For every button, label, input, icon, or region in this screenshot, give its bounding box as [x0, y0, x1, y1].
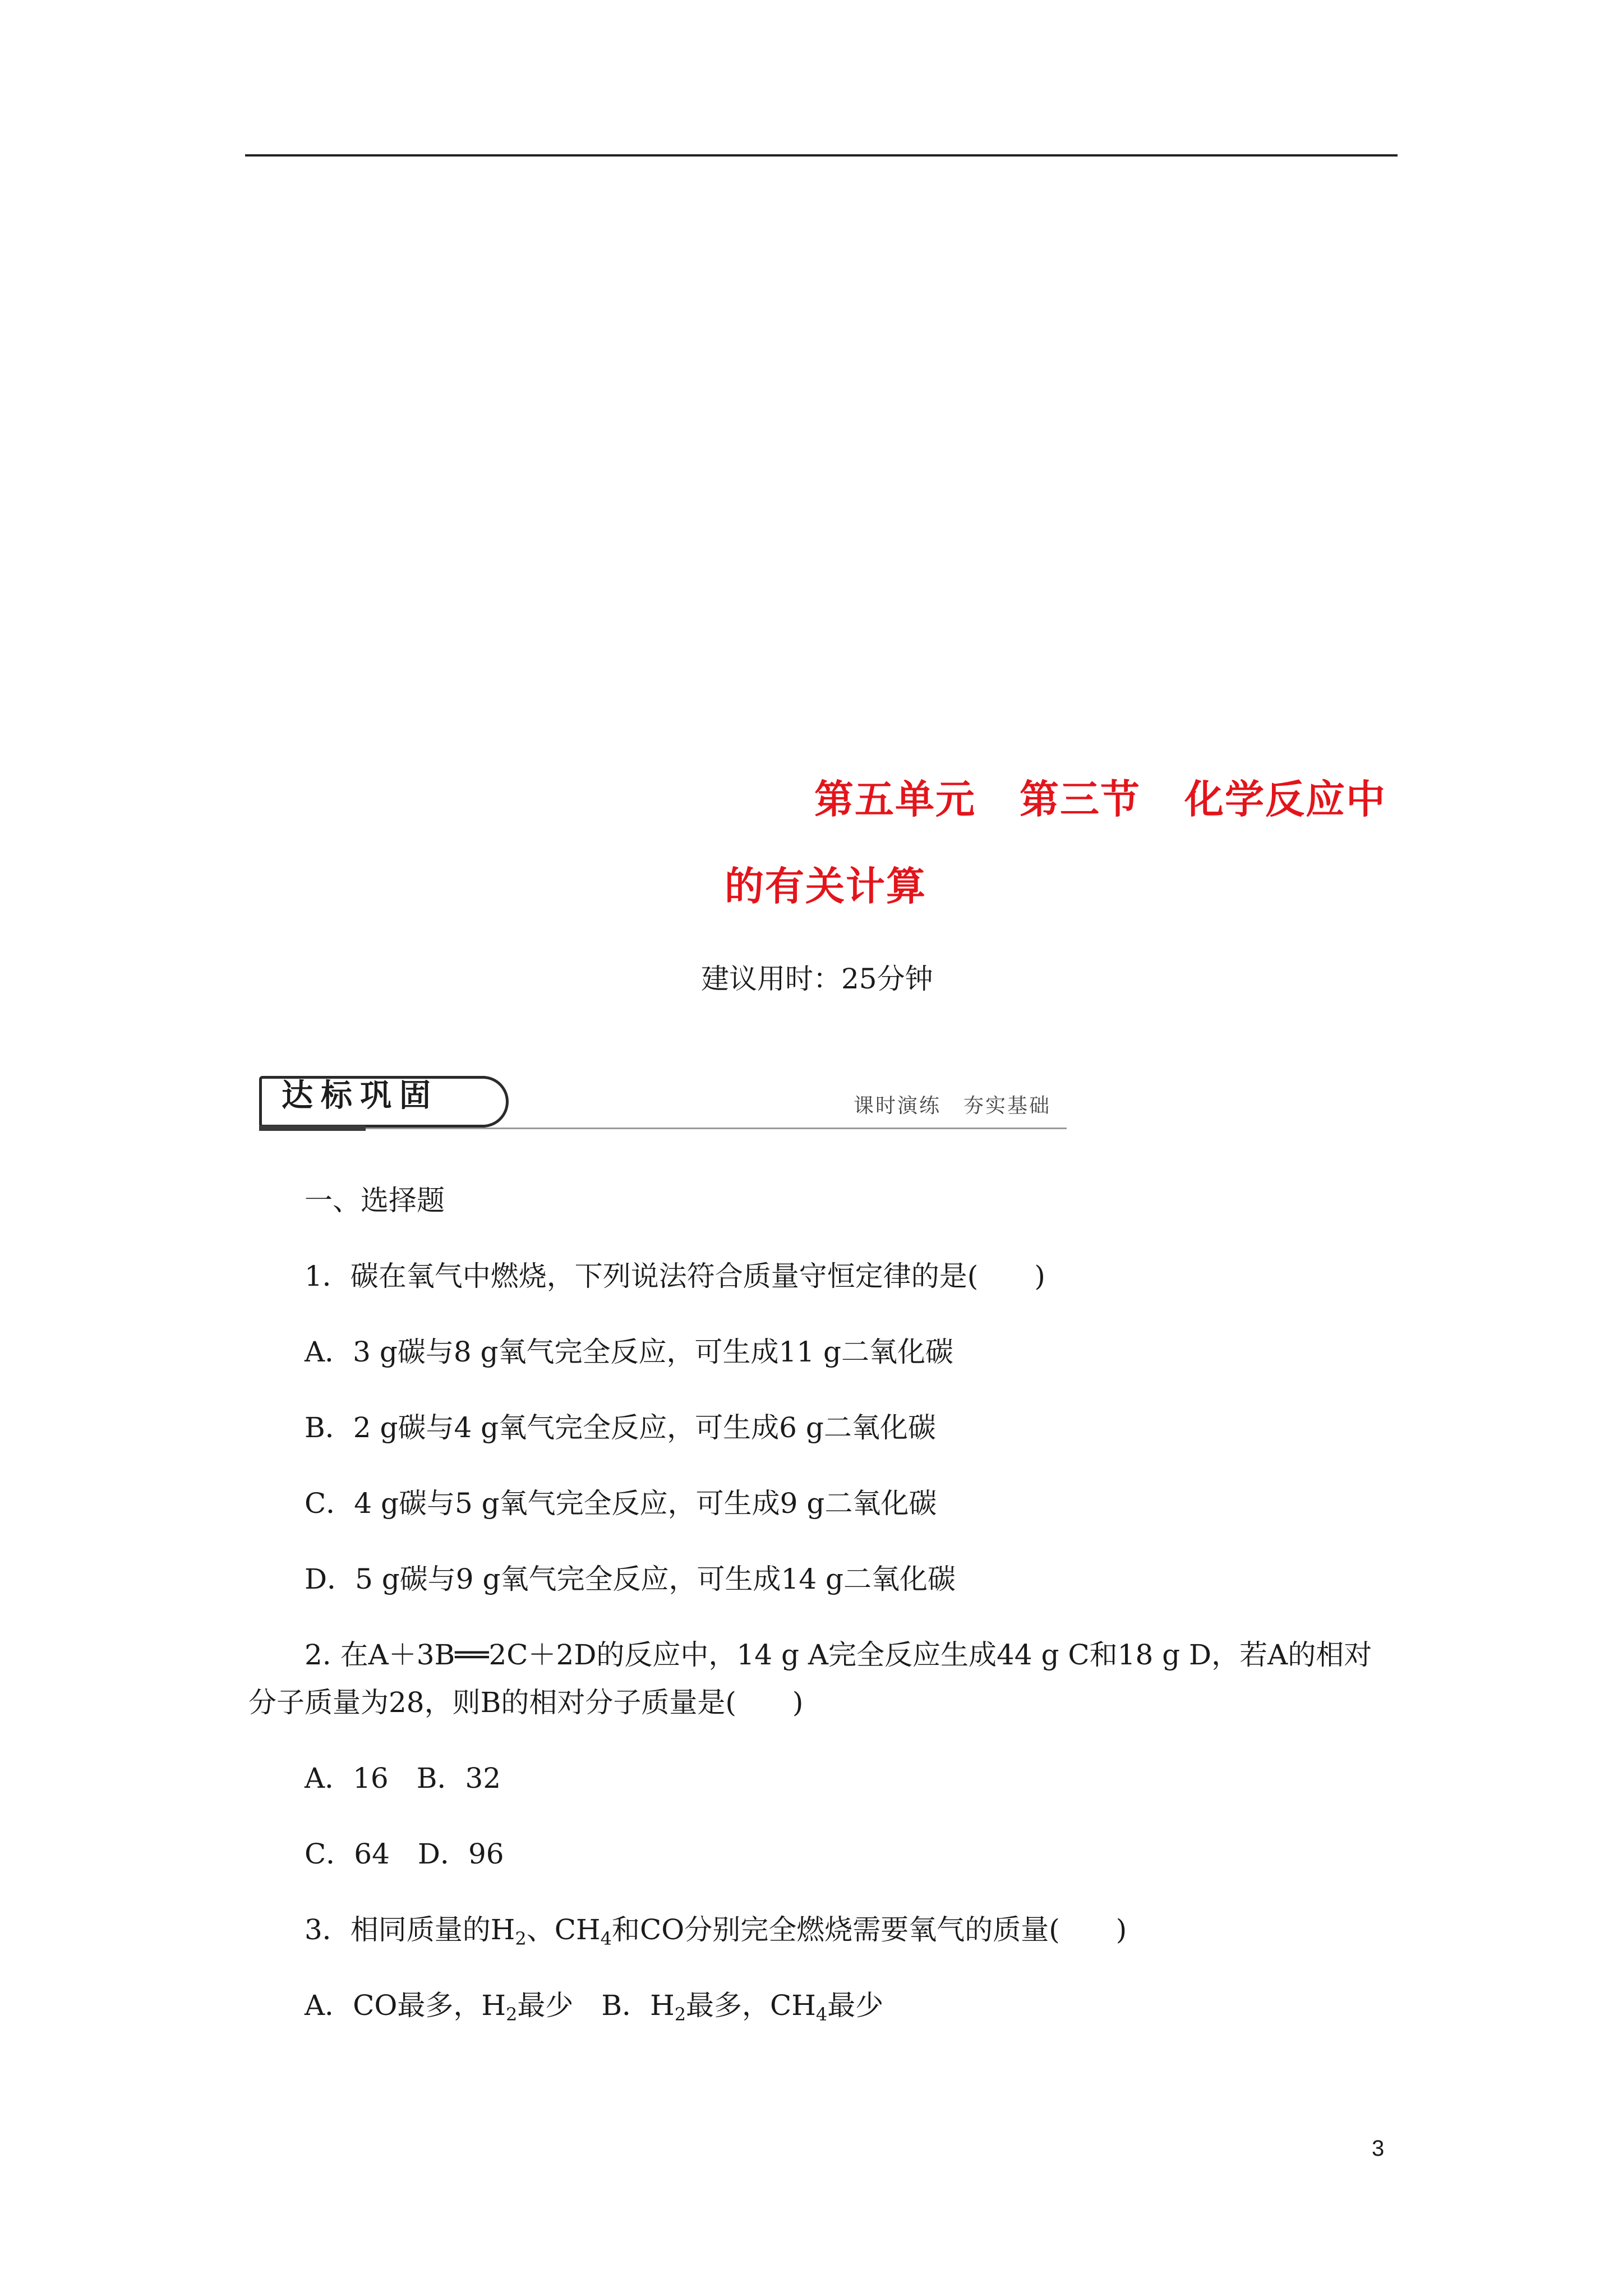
question-2-options-ab: A．16 B．32 [305, 1762, 501, 1795]
title-section: 第三节 [1020, 776, 1141, 822]
suggested-time: 建议用时：25分钟 [701, 963, 933, 995]
banner-cap [450, 1076, 509, 1128]
question-3-stem: 3．相同质量的$H_2$、$CH_4$和CO分别完全燃烧需要氧气的质量( ) [305, 1913, 1127, 1949]
banner-subtitle-part-2: 夯实基础 [963, 1094, 1052, 1117]
question-1-option-d: D．5 g碳与9 g氧气完全反应，可生成14 g二氧化碳 [305, 1563, 956, 1595]
banner-subtitle-part-1: 课时演练 [854, 1094, 942, 1117]
question-1-option-c: C．4 g碳与5 g氧气完全反应，可生成9 g二氧化碳 [305, 1487, 937, 1520]
question-2-options-cd: C．64 D．96 [305, 1838, 504, 1870]
banner-rule [366, 1128, 1067, 1129]
page-title-line-2: 的有关计算 [725, 863, 926, 909]
banner-underbar [259, 1125, 366, 1131]
header-rule [245, 154, 1398, 157]
section-banner [259, 1071, 1067, 1133]
question-3-options-ab: A．CO最多，$H_2$最少 B．$H_2$最多，$CH_4$最少 [305, 1989, 884, 2025]
page-title-line-1 [814, 776, 1386, 822]
banner-subtitle [854, 1096, 1051, 1116]
section-heading: 一、选择题 [305, 1184, 445, 1217]
question-1-option-b: B．2 g碳与4 g氧气完全反应，可生成6 g二氧化碳 [305, 1411, 936, 1444]
question-1-option-a: A．3 g碳与8 g氧气完全反应，可生成11 g二氧化碳 [305, 1336, 954, 1368]
question-2-stem-line-1: 2. 在A＋3B══2C＋2D的反应中，14 g A完全反应生成44 g C和18 g D，若A的相对 [305, 1639, 1372, 1671]
page-number: 3 [1372, 2136, 1385, 2161]
banner-title: 达标巩固 [282, 1078, 439, 1114]
title-topic-start: 化学反应中 [1184, 776, 1386, 822]
title-unit: 第五单元 [814, 776, 976, 822]
question-2-stem-line-2: 分子质量为28，则B的相对分子质量是( ) [248, 1686, 804, 1719]
question-1-stem: 1．碳在氧气中燃烧，下列说法符合质量守恒定律的是( ) [305, 1260, 1045, 1292]
